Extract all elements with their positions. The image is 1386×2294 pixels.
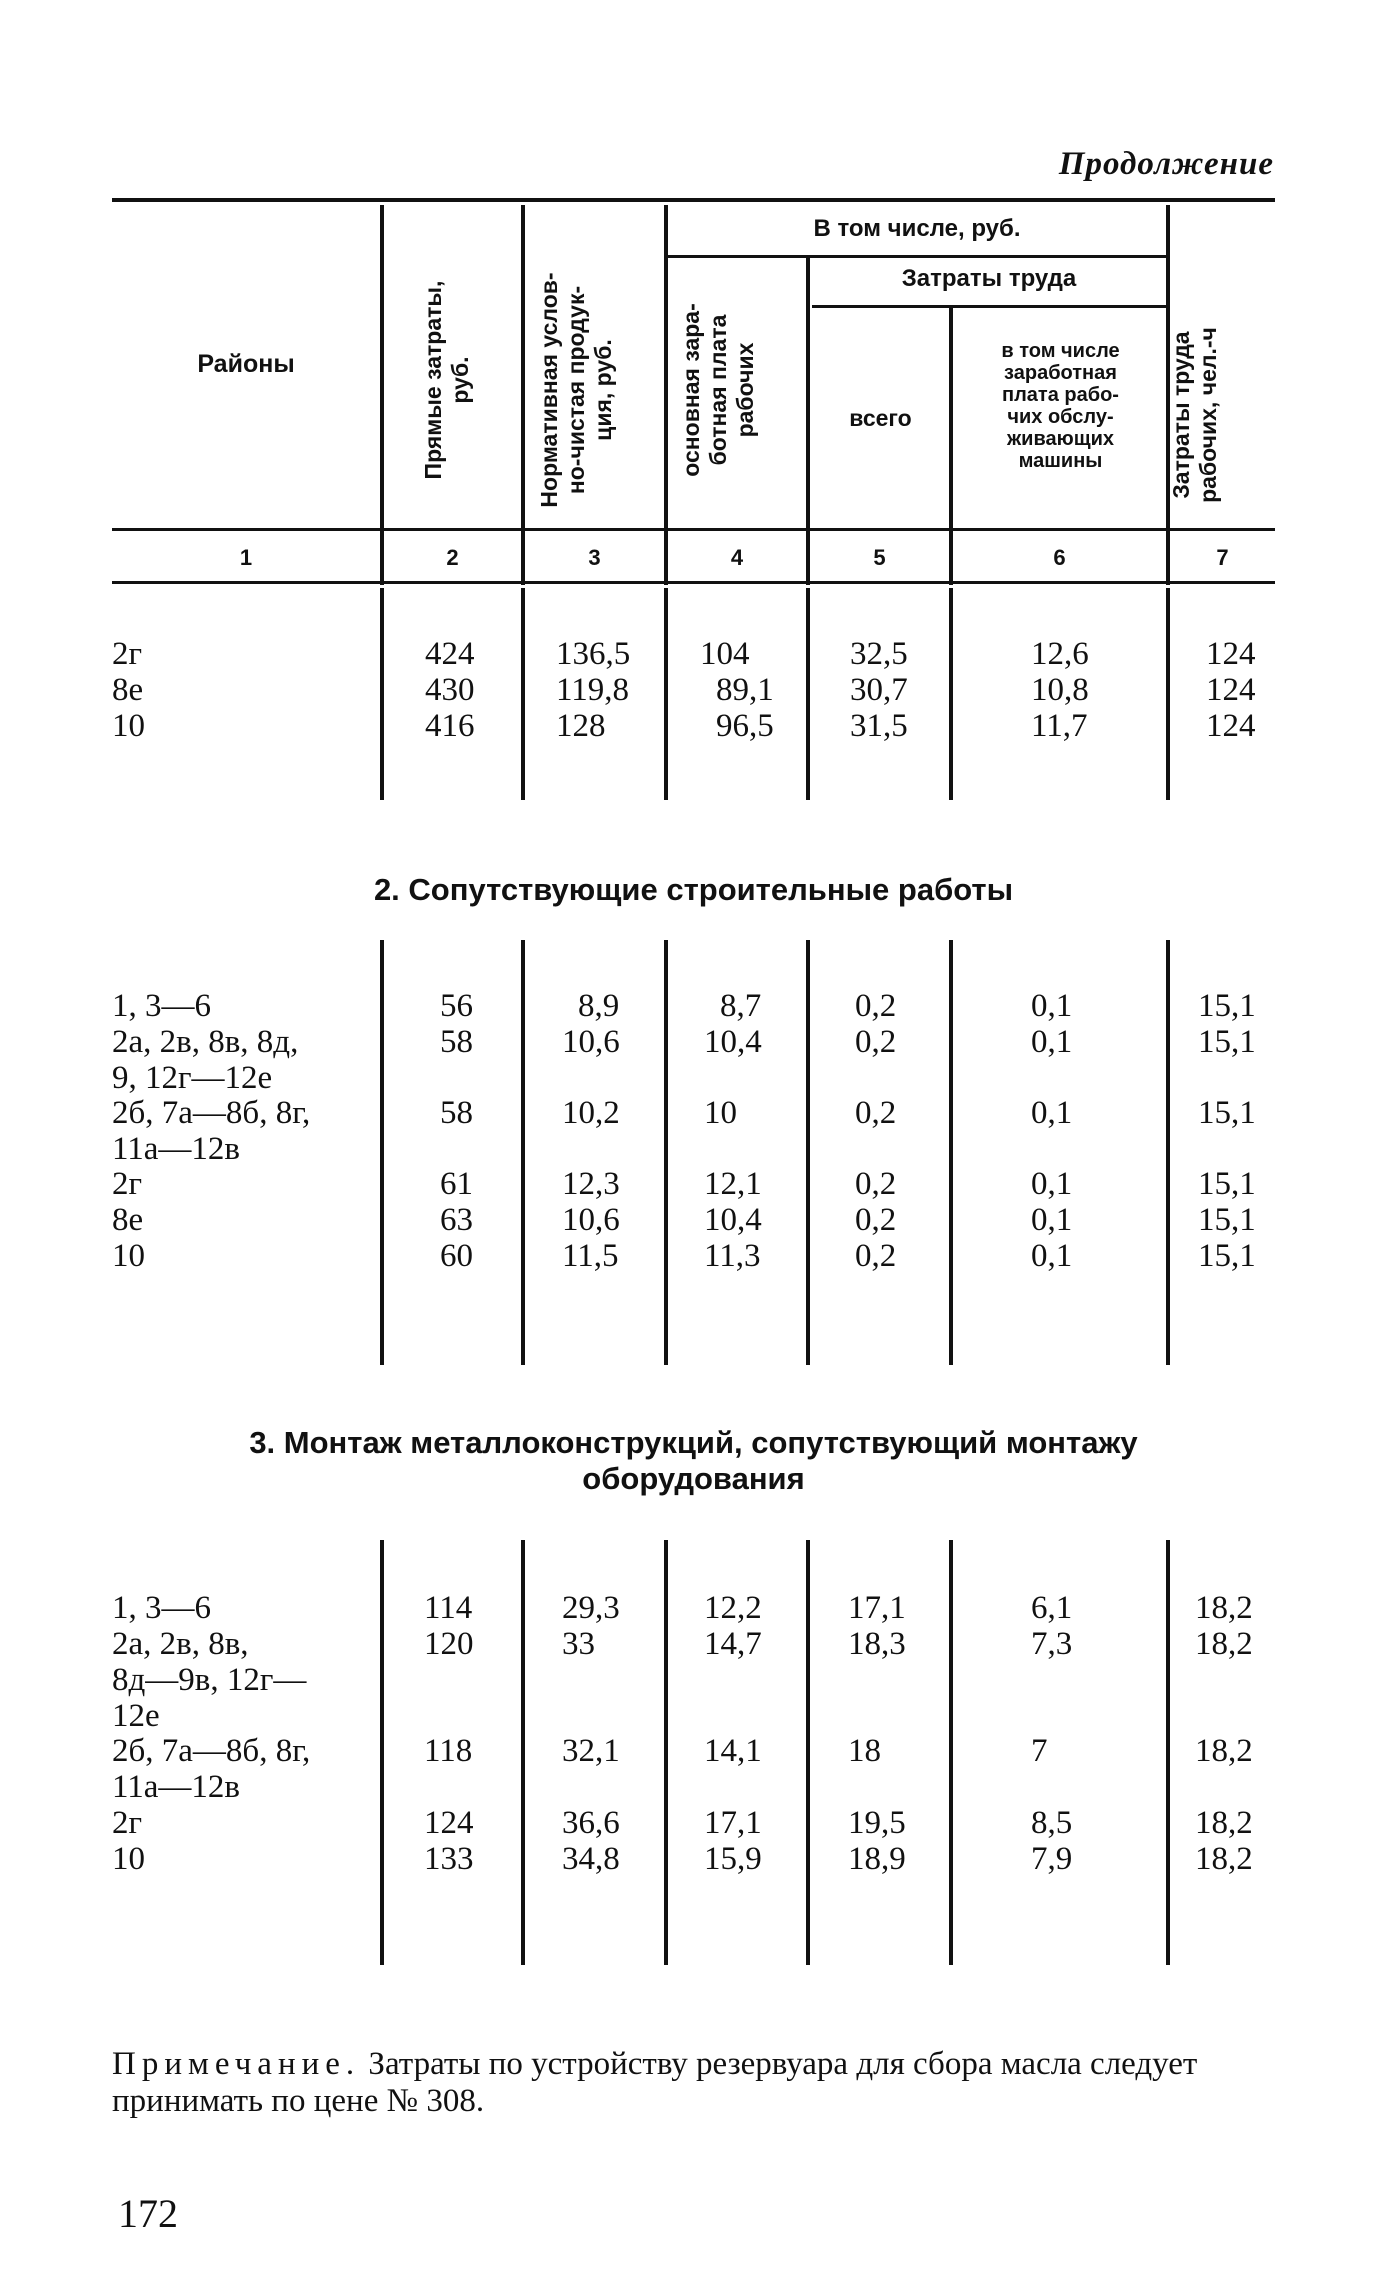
value-cell: 12,1 [704,1166,762,1202]
value-cell: 120 [424,1626,474,1662]
section2-divider [949,940,953,1365]
section3-divider [949,1540,953,1965]
col-number: 5 [873,545,886,570]
value-cell: 56 [440,988,473,1024]
section2-divider [806,940,810,1365]
value-cell: 14,1 [704,1733,762,1769]
region-cell: 10 [112,1238,145,1274]
header-labor-hours: Затраты труда рабочих, чел.-ч [1168,327,1221,503]
footnote-text: Затраты по устройству резервуара для сбора масла следует принимать по цене № 308. [112,2046,1198,2119]
value-cell: 58 [440,1095,473,1131]
header-regions: Районы [197,350,295,378]
value-cell: 8,9 [578,988,620,1024]
page-number: 172 [118,2191,178,2236]
value-cell: 15,1 [1198,988,1256,1024]
value-cell: 15,1 [1198,1238,1256,1274]
header-direct-costs: Прямые затраты, руб. [420,280,473,480]
region-cell: 8е [112,672,144,708]
value-cell: 0,2 [855,1024,897,1060]
value-cell: 96,5 [716,708,774,744]
value-cell: 29,3 [562,1590,620,1626]
header-labor-costs: Затраты труда [901,265,1077,292]
section2-title: 2. Сопутствующие строительные работы [373,872,1014,907]
value-cell: 0,2 [855,1095,897,1131]
value-cell: 124 [1206,708,1256,744]
continuation-label: Продолжение [1058,146,1274,182]
value-cell: 416 [425,708,475,744]
value-cell: 10,2 [562,1095,620,1131]
value-cell: 18,2 [1195,1590,1253,1626]
value-cell: 10,4 [704,1202,762,1238]
value-cell: 0,2 [855,1202,897,1238]
region-cell: 8е [112,1202,144,1238]
value-cell: 33 [562,1626,595,1662]
value-cell: 136,5 [556,636,631,672]
region-cell: 2а, 2в, 8в, 8д—9в, 12г— 12е [112,1626,307,1734]
header-divider [949,308,953,585]
value-cell: 124 [1206,672,1256,708]
region-cell: 10 [112,708,145,744]
section3-divider [521,1540,525,1965]
section1-divider [806,588,810,800]
value-cell: 18,2 [1195,1626,1253,1662]
value-cell: 18,3 [848,1626,906,1662]
value-cell: 18,9 [848,1841,906,1877]
section3-title-line2: оборудования [582,1461,805,1496]
value-cell: 0,1 [1031,1166,1073,1202]
header-bottom-rule [112,528,1275,531]
value-cell: 60 [440,1238,473,1274]
value-cell: 119,8 [556,672,630,708]
region-cell: 2г [112,1166,143,1202]
section2-divider [664,940,668,1365]
value-cell: 36,6 [562,1805,620,1841]
value-cell: 19,5 [848,1805,906,1841]
footnote-lead: Примечание. [112,2046,361,2082]
value-cell: 8,5 [1031,1805,1073,1841]
value-cell: 424 [425,636,475,672]
section3-divider [806,1540,810,1965]
region-cell: 2б, 7а—8б, 8г, 11а—12в [112,1095,311,1167]
region-cell: 10 [112,1841,145,1877]
value-cell: 6,1 [1031,1590,1073,1626]
value-cell: 0,2 [855,1166,897,1202]
value-cell: 118 [424,1733,473,1769]
region-cell: 2а, 2в, 8в, 8д, 9, 12г—12е [112,1024,299,1096]
value-cell: 12,6 [1031,636,1089,672]
value-cell: 0,1 [1031,1024,1073,1060]
section1-divider [664,588,668,800]
section1-divider [1166,588,1170,800]
value-cell: 133 [424,1841,474,1877]
col-number: 1 [239,545,253,570]
value-cell: 7,3 [1031,1626,1073,1662]
value-cell: 12,2 [704,1590,762,1626]
labor-rule [812,305,1166,308]
col-number: 3 [588,545,601,570]
value-cell: 17,1 [704,1805,762,1841]
header-total: всего [849,405,912,431]
section1-divider [521,588,525,800]
header-incl-machine: в том числе заработная плата рабо- чих обслу- живающих машины [1001,340,1120,472]
value-cell: 17,1 [848,1590,906,1626]
header-including: В том числе, руб. [813,215,1021,242]
section2-divider [521,940,525,1365]
value-cell: 18,2 [1195,1733,1253,1769]
footnote [112,2046,1275,2120]
header-normative-product: Нормативная услов- но-чистая продук- ция, руб. [536,272,616,508]
value-cell: 0,1 [1031,988,1073,1024]
value-cell: 0,1 [1031,1095,1073,1131]
region-cell: 1, 3—6 [112,988,211,1024]
value-cell: 32,5 [850,636,908,672]
col-number: 7 [1216,545,1229,570]
value-cell: 0,1 [1031,1202,1073,1238]
colnum-bottom-rule [112,581,1275,584]
region-cell: 2г [112,1805,143,1841]
region-cell: 2г [112,636,143,672]
section3-title-line1: 3. Монтаж металлоконструкций, сопутствующий монтажу [249,1425,1138,1460]
region-cell: 2б, 7а—8б, 8г, 11а—12в [112,1733,311,1805]
value-cell: 7,9 [1031,1841,1073,1877]
region-cell: 1, 3—6 [112,1590,211,1626]
value-cell: 11,7 [1031,708,1088,744]
value-cell: 10,6 [562,1202,620,1238]
value-cell: 32,1 [562,1733,620,1769]
col-number: 2 [446,545,459,570]
value-cell: 18,2 [1195,1805,1253,1841]
header-divider [806,258,810,585]
header-base-wage: основная зара- ботная плата рабочих [678,303,758,477]
value-cell: 11,5 [562,1238,619,1274]
value-cell: 31,5 [850,708,908,744]
value-cell: 124 [1206,636,1256,672]
value-cell: 10,6 [562,1024,620,1060]
value-cell: 0,2 [855,1238,897,1274]
col-number: 6 [1053,545,1066,570]
value-cell: 11,3 [704,1238,761,1274]
value-cell: 30,7 [850,672,908,708]
value-cell: 58 [440,1024,473,1060]
value-cell: 15,9 [704,1841,762,1877]
value-cell: 15,1 [1198,1095,1256,1131]
section1-divider [949,588,953,800]
value-cell: 8,7 [720,988,762,1024]
value-cell: 15,1 [1198,1166,1256,1202]
value-cell: 104 [700,636,750,672]
value-cell: 63 [440,1202,473,1238]
table-top-rule [112,198,1275,202]
header-divider [664,205,668,585]
section3-divider [664,1540,668,1965]
value-cell: 10 [704,1095,737,1131]
value-cell: 18 [848,1733,881,1769]
value-cell: 61 [440,1166,473,1202]
section2-divider [1166,940,1170,1365]
value-cell: 114 [424,1590,473,1626]
section3-divider [1166,1540,1170,1965]
value-cell: 15,1 [1198,1024,1256,1060]
col-number: 4 [730,545,744,570]
value-cell: 14,7 [704,1626,762,1662]
value-cell: 0,2 [855,988,897,1024]
header-divider [521,205,525,585]
value-cell: 430 [425,672,475,708]
value-cell: 15,1 [1198,1202,1256,1238]
value-cell: 18,2 [1195,1841,1253,1877]
value-cell: 10,8 [1031,672,1089,708]
value-cell: 10,4 [704,1024,762,1060]
value-cell: 12,3 [562,1166,620,1202]
value-cell: 7 [1031,1733,1048,1769]
value-cell: 0,1 [1031,1238,1073,1274]
value-cell: 128 [556,708,606,744]
value-cell: 34,8 [562,1841,620,1877]
header-divider [380,205,384,585]
including-rule [668,255,1166,258]
value-cell: 89,1 [716,672,774,708]
value-cell: 124 [424,1805,474,1841]
